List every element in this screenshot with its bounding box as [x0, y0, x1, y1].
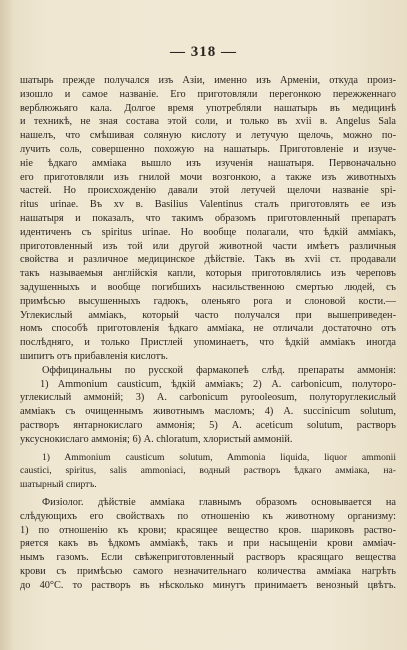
text-line: ніе ѣдкаго амміака вышло изъ изученія нашатыря. Первоначально — [20, 157, 396, 169]
page-text — [20, 74, 396, 592]
text-line: изошло и самое названіе. Его приготовляли перегонкою пережженнаго — [20, 88, 396, 100]
text-line: Физіолог. дѣйствіе амміака главнымъ образомъ основывается на — [42, 496, 396, 508]
text-line: задушенныхъ и вообще погибшихъ насильственною смертью людей, съ — [20, 281, 396, 293]
text-line: частей. Но происхожденію давали этой летучей щелочи названіе spi- — [20, 185, 396, 197]
text-line: до 40°С. то растворъ въ нѣсколько минутъ принимаетъ венозный цвѣтъ. — [20, 579, 396, 591]
text-line: приготовленный изъ той или другой животной части имѣетъ различныя — [20, 240, 396, 252]
text-line: шатырь прежде получался изъ Азіи, именно изъ Арменіи, откуда произ- — [20, 75, 396, 86]
text-line: углекислый аммоній; 3) A. carbonicum pyrooleosum, полуторуглекислый — [20, 392, 396, 404]
text-line: 1) по отношенію къ крови; красящее вещество кров. шариковъ раство- — [20, 524, 396, 536]
text-line: слѣдующихъ его свойствахъ по отношенію къ животному организму: — [20, 510, 396, 522]
text-line: амміакъ съ очищеннымъ животнымъ масломъ; 4) A. succinicum solutum, — [20, 406, 396, 418]
text-line: Оффицинальны по русской фармакопеѣ слѣд. препараты аммонія: — [42, 364, 396, 376]
text-line: 1) Ammonium causticum solutum, Ammonia liquida, liquor ammonii — [42, 451, 396, 463]
text-line: уксуснокислаго аммонія; 6) A. chloratum, хлористый аммоній. — [20, 433, 293, 445]
text-line: нашатыря и показалъ, что такимъ образомъ приготовленный препаратъ — [20, 212, 396, 224]
text-line: Углекислый амміакъ, который часто получался при вышеприведен- — [20, 309, 396, 321]
text-line: свойства и различное медицинское дѣйствіе. Такъ въ xvii ст. продавали — [20, 254, 396, 266]
text-line: растворъ янтарнокислаго аммонія; 5) A. aceticum solutum, растворъ — [20, 419, 396, 431]
text-line: такъ называемыя англійскія капли, которыя приготовлялись изъ череповъ — [20, 268, 396, 280]
text-line: ряется какъ въ ѣдкомъ амміакѣ, такъ и при насыщеніи крови амміач- — [20, 538, 396, 550]
text-line: его приготовляли изъ гнилой мочи возгонкою, а также изъ животныхъ — [20, 171, 396, 183]
text-line: ritus urinae. Въ xv в. Basilius Valentinus сталъ приготовлять ее изъ — [20, 199, 396, 211]
text-line: caustici, spiritus, salis ammoniaci, водный растворъ ѣдкаго амміака, на- — [20, 465, 396, 477]
text-line: и техникѣ, не зная состава этой соли, и только въ xvii в. Angelus Sala — [20, 116, 396, 128]
text-line: крови съ примѣсью самого незначительнаго количества амміака нагрѣть — [20, 565, 396, 577]
text-line: послѣдняго, и только Пристлей упоминаетъ, что ѣдкій амміакъ иногда — [20, 337, 396, 349]
text-line: номъ способѣ приготовленія ѣдкаго амміака, не отличали достаточно отъ — [20, 323, 396, 335]
text-line: примѣсью высушенныхъ гадюкъ, оленьяго рога и слоновой кости.— — [20, 295, 396, 307]
text-line: шипитъ отъ прибавленія кислотъ. — [20, 350, 168, 362]
text-line: лучить соль, совершенно похожую на нашатырь. Приготовленіе и изуче- — [20, 143, 396, 155]
text-line: идентиченъ съ spiritus urinae. Но вообще полагали, что ѣдкій амміакъ, — [20, 226, 396, 238]
text-line: нымъ газомъ. Если свѣжеприготовленный растворъ красящаго вещества — [20, 552, 396, 564]
page-edge-shadow — [0, 0, 14, 650]
page-number: — 318 — — [170, 44, 237, 60]
text-line: 1) Ammonium causticum, ѣдкій амміакъ; 2) A. carbonicum, полуторо- — [40, 378, 396, 390]
text-line: верблюжьяго кала. Долгое время употребляли нашатырь въ медицинѣ — [20, 102, 396, 114]
text-line: шатырный спиртъ. — [20, 479, 97, 491]
text-line: нашелъ, что смѣшивая соляную кислоту и летучую щелочь, можно по- — [20, 130, 396, 142]
